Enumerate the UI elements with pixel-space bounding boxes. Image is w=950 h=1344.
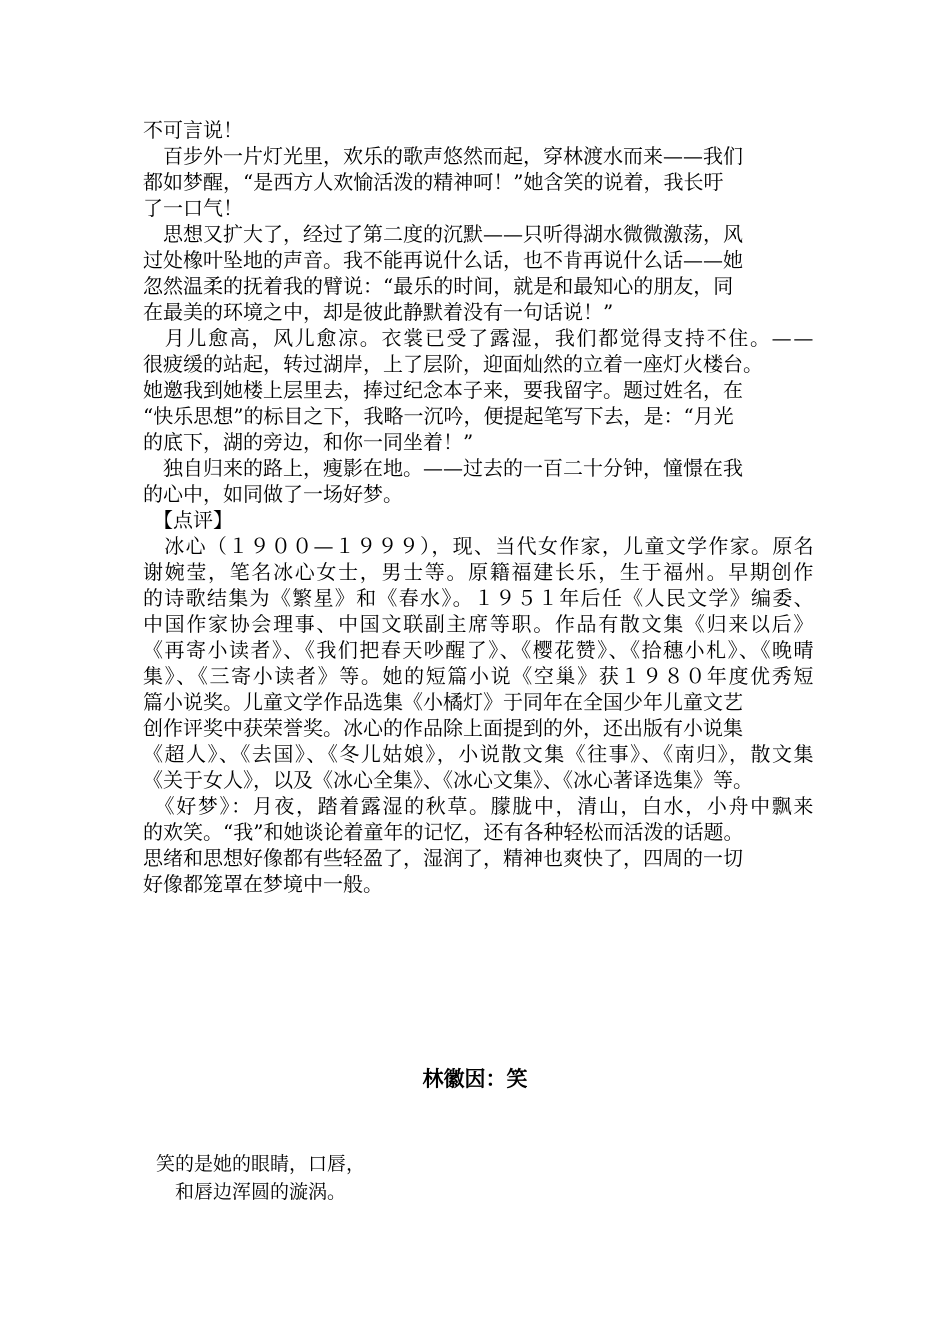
text-line: 《超人》、《去国》、《冬儿姑娘》，小说散文集《往事》、《南归》，散文集	[143, 742, 815, 766]
text-line: 的底下，湖的旁边，和你一同坐着！”	[143, 430, 474, 454]
text-line: 月儿愈高，风儿愈凉。衣裳已受了露湿，我们都觉得支持不住。——	[143, 326, 815, 350]
text-line: 《再寄小读者》、《我们把春天吵醒了》、《樱花赞》、《拾穗小札》、《晚晴	[143, 638, 815, 662]
text-line: 《关于女人》，以及《冰心全集》、《冰心文集》、《冰心著译选集》等。	[143, 768, 753, 792]
text-line: 冰心（１９００—１９９９），现、当代女作家，儿童文学作家。原名	[143, 534, 815, 558]
text-line: 中国作家协会理事、中国文联副主席等职。作品有散文集《归来以后》	[143, 612, 815, 636]
text-line: 在最美的环境之中，却是彼此静默着没有一句话说！”	[143, 300, 614, 324]
text-line: 思绪和思想好像都有些轻盈了，湿润了，精神也爽快了，四周的一切	[143, 846, 743, 870]
poem-body	[156, 1150, 365, 1206]
text-line: 很疲缓的站起，转过湖岸，上了层阶，迎面灿然的立着一座灯火楼台。	[143, 352, 763, 376]
text-line: 百步外一片灯光里，欢乐的歌声悠然而起，穿林渡水而来——我们	[143, 144, 743, 168]
text-line: 了一口气！	[143, 196, 243, 220]
text-line: 她邀我到她楼上层里去，捧过纪念本子来，要我留字。题过姓名，在	[143, 378, 743, 402]
text-line: 【点评】	[143, 508, 233, 532]
poem-line: 和唇边浑圆的漩涡。	[156, 1181, 347, 1203]
text-line: 不可言说！	[143, 118, 243, 142]
text-line: “快乐思想”的标目之下，我略一沉吟，便提起笔写下去，是：“月光	[143, 404, 734, 428]
text-line: 集》、《三寄小读者》等。她的短篇小说《空巢》获１９８０年度优秀短	[143, 664, 815, 688]
text-line: 独自归来的路上，瘦影在地。——过去的一百二十分钟，憧憬在我	[143, 456, 743, 480]
text-line: 都如梦醒，“是西方人欢愉活泼的精神呵！”她含笑的说着，我长吁	[143, 170, 724, 194]
text-line: 的诗歌结集为《繁星》和《春水》。１９５１年后任《人民文学》编委、	[143, 586, 815, 610]
prose-body	[143, 117, 815, 897]
text-line: 《好梦》：月夜，踏着露湿的秋草。朦胧中，清山，白水，小舟中飘来	[143, 794, 815, 818]
section-heading: 林徽因：笑	[422, 1067, 528, 1091]
poem-line: 笑的是她的眼睛，口唇，	[156, 1153, 366, 1175]
text-line: 思想又扩大了，经过了第二度的沉默——只听得湖水微微激荡，风	[143, 222, 743, 246]
text-line: 忽然温柔的抚着我的臂说：“最乐的时间，就是和最知心的朋友，同	[143, 274, 734, 298]
text-line: 好像都笼罩在梦境中一般。	[143, 872, 383, 896]
text-line: 的欢笑。“我”和她谈论着童年的记忆，还有各种轻松而活泼的话题。	[143, 820, 744, 844]
text-line: 的心中，如同做了一场好梦。	[143, 482, 403, 506]
text-line: 谢婉莹，笔名冰心女士，男士等。原籍福建长乐，生于福州。早期创作	[143, 560, 815, 584]
text-line: 篇小说奖。儿童文学作品选集《小橘灯》于同年在全国少年儿童文艺	[143, 690, 743, 714]
text-line: 创作评奖中获荣誉奖。冰心的作品除上面提到的外，还出版有小说集	[143, 716, 743, 740]
text-line: 过处橡叶坠地的声音。我不能再说什么话，也不肯再说什么话——她	[143, 248, 743, 272]
